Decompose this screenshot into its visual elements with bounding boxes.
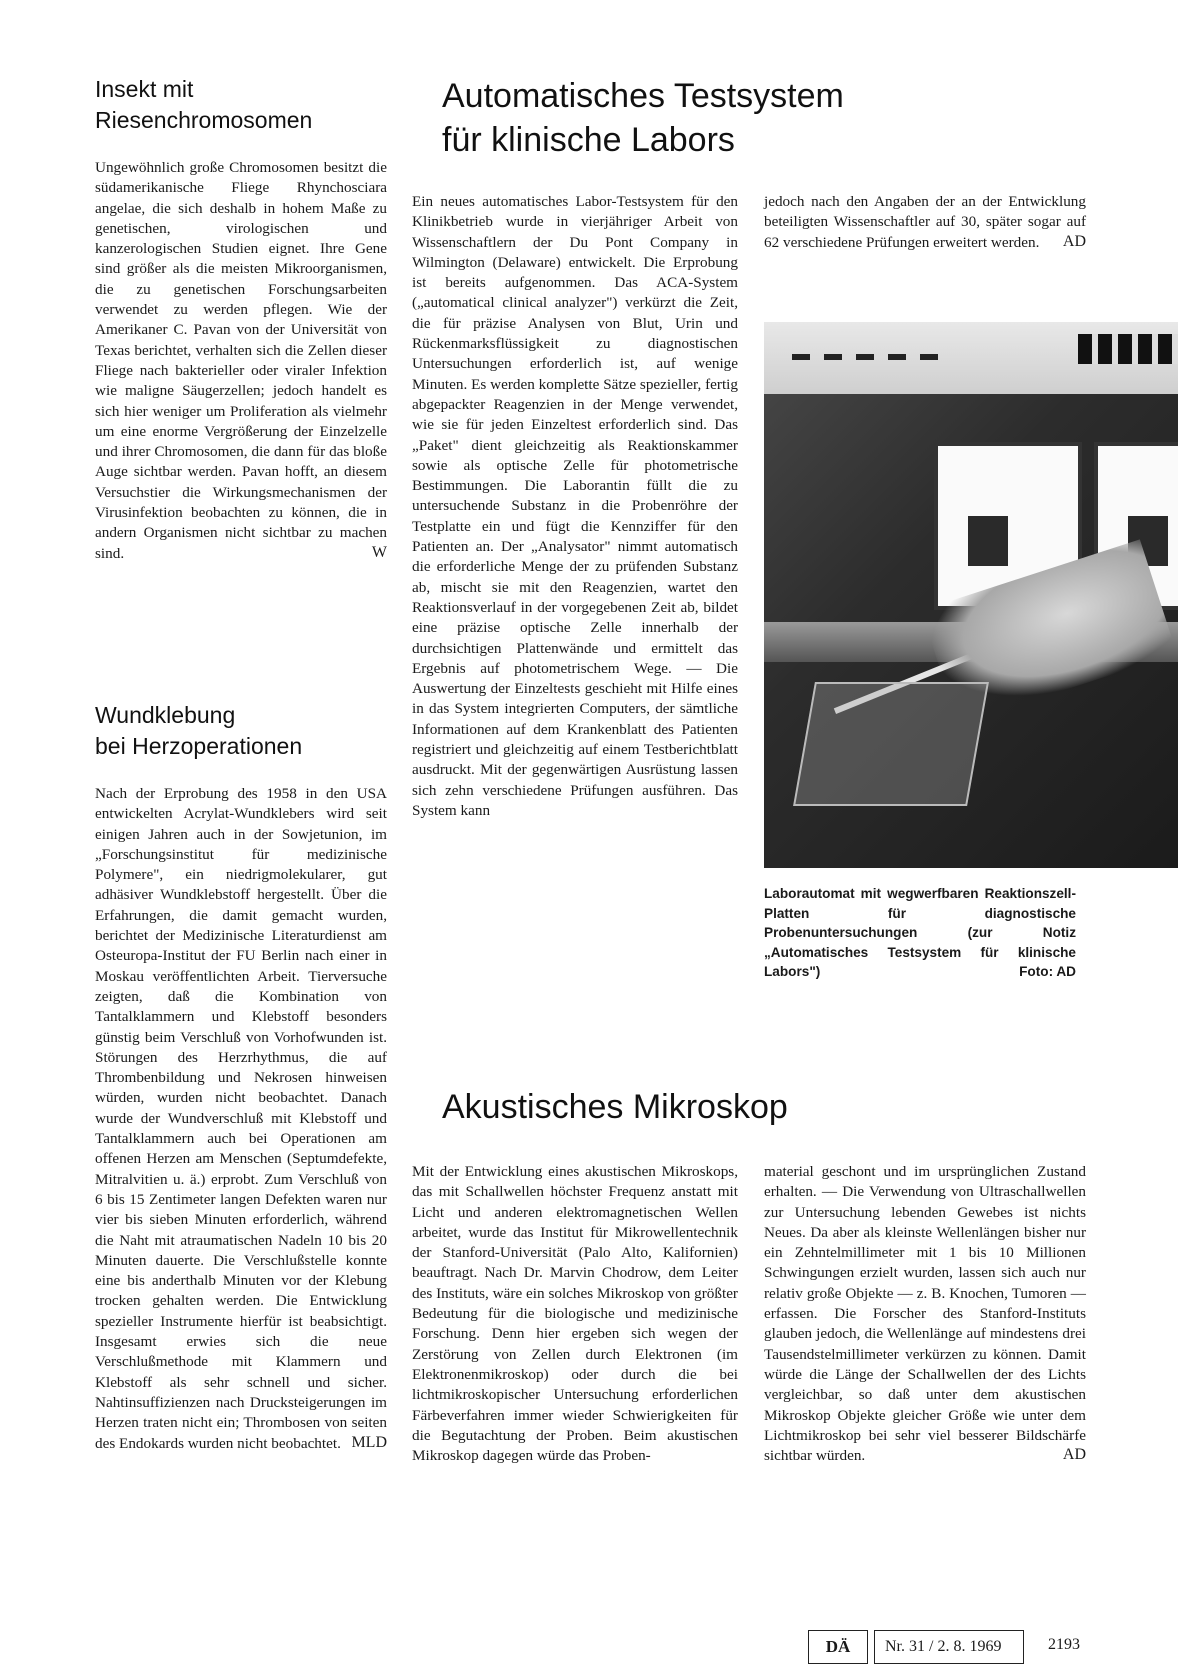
article-wundklebung-text: Nach der Erprobung des 1958 in den USA entwickelten Acrylat-Wundklebers wird seit einigen Jahren auch in der Sowjetunion, im „Forschungsinstitut für medizinische Polymere", ein niedrigmolekularer, gut adhäsiver Wundklebstoff hergestellt. Über die Erfahrungen, die damit gemacht wurden, berichtet der Medizinische Literaturdienst am Osteuropa-Institut der FU Berlin nach einer in Moskau veröffentlichten Arbeit. Tierversuche zeigten, daß die Kombination von Tantalklammern und Klebstoff besonders günstig beim Verschluß von Vorhofwunden ist. Störungen des Herzrhythmus, die auf Thrombenbildung und Nekrosen hinweisen würden, wurden nicht beobachtet. Danach wurde der Wundverschluß mit Klebstoff und Tantalklammern auch bei Operationen am offenen Herzen am Menschen (Septumdefekte, Mitralvitien u. ä.) erprobt. Zum Verschluß von 6 bis 15 Zentimeter langen Defekten waren nur vier bis sieben Minuten erforderlich, während die Naht mit atraumatischen Nadeln 10 bis 20 Minuten dauerte. Die Verschlußstelle konnte eine bis anderthalb Minuten vor der Klebung trocken gehalten werden. Die Entwicklung spezieller Instrumente hierfür ist beabsichtigt. Insgesamt erwies sich die neue Verschlußmethode mit Klammern und Klebstoff als sehr schnell und sicher. Nahtinsuffizienzen nach Drucksteigerungen im Herzen traten nicht ein; Thrombosen von seiten des Endokards wurden nicht beobachtet.	[95, 785, 387, 1452]
page-footer	[0, 1630, 1178, 1666]
article-mikroskop-text-col1: Mit der Entwicklung eines akustischen Mikroskops, das mit Schallwellen höchster Frequenz anstatt mit Licht und anderen elektromagnetischen Wellen arbeitet, wurde das Institut für Mikrowellentechnik der Stanford-Universität (Palo Alto, Kalifornien) beauftragt. Nach Dr. Marvin Chodrow, dem Leiter des Instituts, wäre ein solches Mikroskop von größter Bedeutung für die biologische und medizinische Forschung. Denn hier ergeben sich wegen der Zerstörung von Zellen durch Elektronen (im Elektronenmikroskop) oder durch die bei lichtmikroskopischer Untersuchung erforderlichen Färbeverfahren immer wieder Schwierigkeiten für die Begutachtung der Proben. Beim akustischen Mikroskop dagegen würde das Proben-	[412, 1163, 738, 1465]
photo-knobs	[1078, 334, 1178, 364]
article-wundklebung-title: Wundklebung bei Herzoperationen	[95, 702, 303, 759]
article-mikroskop-author: AD	[1062, 1446, 1086, 1464]
lab-automat-photo	[764, 322, 1178, 868]
article-testsystem-text-col1: Ein neues automatisches Labor-Testsystem für den Klinikbetrieb wurde in vierjähriger Arbeit von Wissenschaftlern der Du Pont Company in Wilmington (Delaware) entwickelt. Die Erprobung ist bereits aufgenommen. Das ACA-System („automatical clinical analyzer") verkürzt die Zeit, die für präzise Analysen von Blut, Urin und Rückenmarksflüssigkeit zu diagnostischen Untersuchungen erforderlich ist, auf wenige Minuten. Es werden komplette Sätze spezieller, fertig abgepackter Reagenzien in der Menge verwendet, wie sie für jeden Einzeltest erforderlich sind. Das „Paket" dient gleichzeitig als Reaktionskammer sowie als optische Zelle für photometrische Bestimmungen. Die Laborantin füllt die zu untersuchende Substanz in die Probenröhre der Testplatte ein und fügt die Kennziffer für den Patienten an. Der „Analysator" nimmt automatisch die erforderliche Menge der zu prüfenden Substanz ab, mischt sie mit den Reagenzien, wartet den Reaktionsverlauf in der vorgegebenen Zeit ab, bildet eine präzise optische Zelle innerhalb der durchsichtigen Plattenwände und ermittelt das Ergebnis auf photometrischem Wege. — Die Auswertung der Einzeltests geschieht mit Hilfe eines in das System integrierten Computers, der sämtliche Informationen auf dem Krankenblatt des Patienten registriert und gleichzeitig auf einem Testberichtblatt ausdruckt. Mit der gegenwärtigen Ausrüstung lassen sich zehn verschiedene Prüfungen ausführen. Das System kann	[412, 193, 738, 819]
article-mikroskop-title: Akustisches Mikroskop	[442, 1088, 788, 1126]
photo-caption: Laborautomat mit wegwerfbaren Reaktionszell-Platten für diagnostische Probenuntersuchungen (zur Notiz „Automatisches Testsystem für klinische Labors") Foto: AD	[764, 884, 1076, 982]
photo-indicator	[792, 354, 810, 360]
article-testsystem-title: Automatisches Testsystem für klinische Labors	[442, 77, 844, 159]
article-testsystem-col1	[412, 192, 738, 821]
photo-reaction-plate	[793, 682, 989, 806]
photo-indicator	[888, 354, 906, 360]
article-mikroskop-col1	[412, 1162, 738, 1466]
article-insekt-title: Insekt mit Riesenchromosomen	[95, 76, 313, 133]
photo-indicator	[920, 354, 938, 360]
article-testsystem-text-col2: jedoch nach den Angaben der an der Entwicklung beteiligten Wissenschaftler auf 30, später sogar auf 62 verschiedene Prüfungen erweitert werden.	[764, 193, 1086, 251]
issue-info: Nr. 31 / 2. 8. 1969	[874, 1630, 1024, 1664]
article-testsystem-col2	[764, 192, 1086, 251]
article-mikroskop-text-col2: material geschont und im ursprünglichen Zustand erhalten. — Die Verwendung von Ultraschallwellen zur Untersuchung lebenden Gewebes ist nichts Neues. Da aber als kleinste Wellenlängen bisher nur ein Zehntelmillimeter mit 1 bis 10 Millionen Schwingungen erzielt wurden, lassen sich auch nur relativ große Objekte — z. B. Knochen, Tumoren — erfassen. Die Forscher des Stanford-Instituts glauben jedoch, die Wellenlänge auf mindestens drei Tausendstelmillimeter verkürzen zu können. Damit würde die Länge der Schallwellen der des Lichts vergleichbar, so daß unter dem akustischen Mikroskop Objekte gleicher Größe wie unter dem Lichtmikroskop bei sehr viel besserer Bildschärfe sichtbar würden.	[764, 1163, 1086, 1465]
article-wundklebung-author: MLD	[351, 1433, 387, 1451]
article-mikroskop-col2	[764, 1162, 1086, 1464]
article-wundklebung	[95, 700, 387, 1452]
photo-indicator	[856, 354, 874, 360]
article-testsystem-author: AD	[1062, 232, 1086, 250]
page-number: 2193	[1048, 1636, 1080, 1653]
article-insekt-author: W	[371, 543, 387, 561]
journal-logo: DÄ	[808, 1630, 868, 1664]
photo-indicator	[824, 354, 842, 360]
photo-credit: Foto: AD	[1019, 964, 1076, 979]
article-insekt-text: Ungewöhnlich große Chromosomen besitzt die südamerikanische Fliege Rhynchosciara angelae, die sich deshalb in hohem Maße zu genetischen, virologischen und kanzerologischen Studien eignet. Ihre Gene sind größer als die meisten Mikroorganismen, die zu genetischen Forschungsarbeiten verwendet zu werden pflegen. Wie der Amerikaner C. Pavan von der Universität von Texas berichtet, verhalten sich die Zellen dieser Fliege nach bakterieller oder viraler Infektion wie maligne Säugerzellen; jedoch handelt es sich hier weniger um Proliferation als vielmehr um eine enorme Vergrößerung der Einzelzelle und ihrer Chromosomen, die dann für das bloße Auge sichtbar werden. Pavan hofft, an diesem Versuchstier die Wirkungsmechanismen der Virusinfektion beobachten zu können, die in andern Organismen nicht sichtbar zu machen sind.	[95, 159, 387, 562]
article-insekt	[95, 74, 387, 562]
